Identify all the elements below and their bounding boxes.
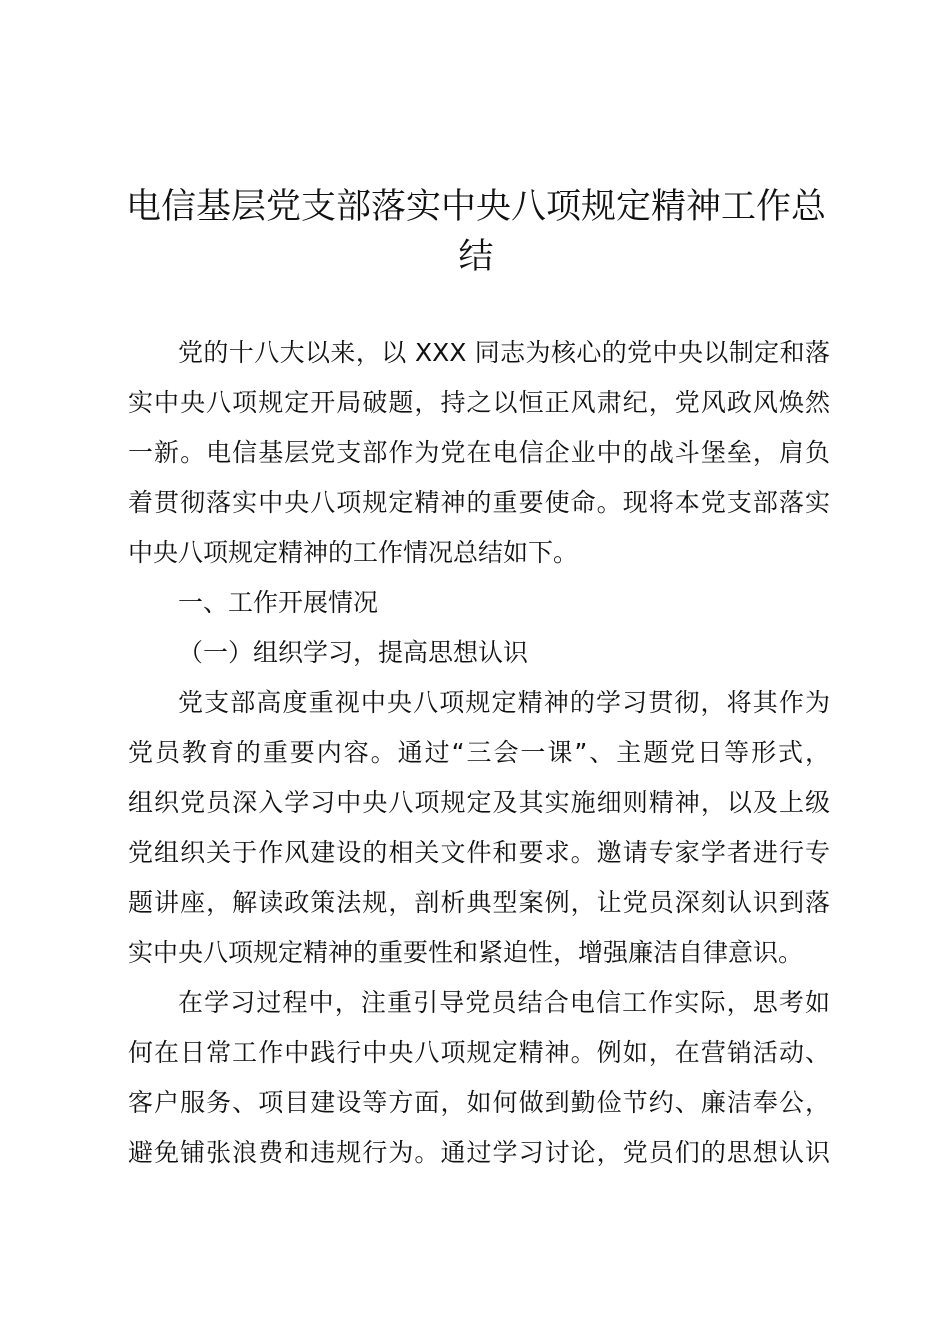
section-heading: 一、工作开展情况	[178, 588, 379, 617]
text-line: 在学习过程中，注重引导党员结合电信工作实际，思考如	[178, 988, 830, 1017]
subsection-heading: （一）组织学习，提高思想认识	[178, 638, 529, 667]
text-line: 避免铺张浪费和违规行为。通过学习讨论，党员们的思想认识	[128, 1138, 830, 1167]
text-line: 中央八项规定精神的工作情况总结如下。	[128, 538, 579, 567]
text-line: 组织党员深入学习中央八项规定及其实施细则精神，以及上级	[128, 788, 830, 817]
text-line: 题讲座，解读政策法规，剖析典型案例，让党员深刻认识到落	[128, 888, 830, 917]
text-line: 何在日常工作中践行中央八项规定精神。例如，在营销活动、	[128, 1038, 830, 1067]
text-line: 党支部高度重视中央八项规定精神的学习贯彻，将其作为	[178, 688, 830, 717]
text-line: 一新。电信基层党支部作为党在电信企业中的战斗堡垒，肩负	[128, 438, 830, 467]
text-line: 党的十八大以来，以 XXX 同志为核心的党中央以制定和落	[178, 338, 830, 367]
text-line: 党组织关于作风建设的相关文件和要求。邀请专家学者进行专	[128, 838, 830, 867]
text-line: 党员教育的重要内容。通过“三会一课”、主题党日等形式，	[128, 738, 830, 767]
text-line: 客户服务、项目建设等方面，如何做到勤俭节约、廉洁奉公，	[128, 1088, 830, 1117]
text-line: 着贯彻落实中央八项规定精神的重要使命。现将本党支部落实	[128, 488, 830, 517]
paragraph-intro	[128, 328, 830, 578]
title-line: 电信基层党支部落实中央八项规定精神工作总	[125, 187, 826, 227]
document-body	[128, 328, 830, 1178]
title-line: 结	[458, 237, 494, 277]
text-line: 实中央八项规定开局破题，持之以恒正风肃纪，党风政风焕然	[128, 388, 830, 417]
paragraph-practice	[128, 978, 830, 1178]
document-title	[120, 182, 832, 282]
paragraph-study	[128, 678, 830, 978]
text-line: 实中央八项规定精神的重要性和紧迫性，增强廉洁自律意识。	[128, 938, 804, 967]
